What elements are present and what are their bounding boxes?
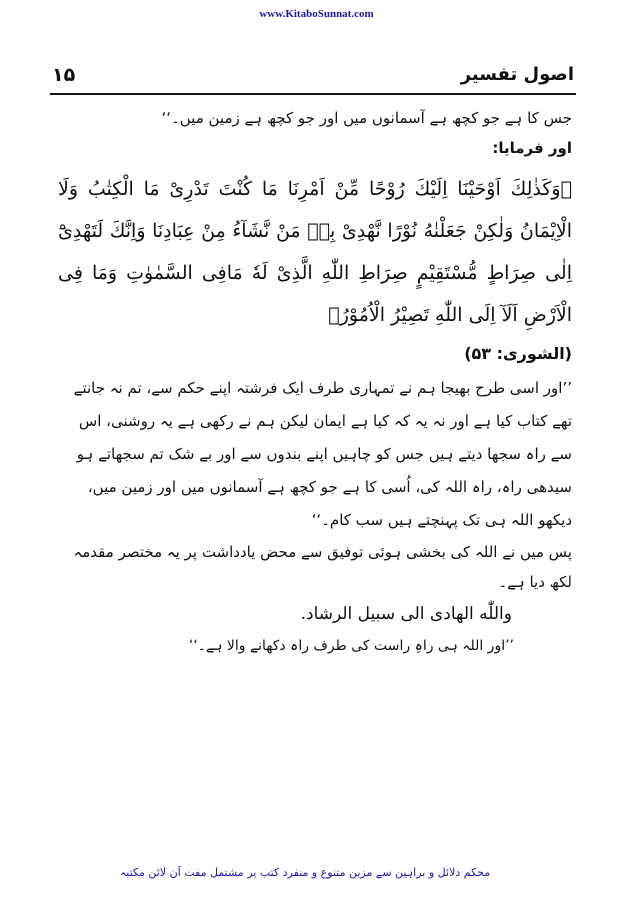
intro-label: اور فرمایا:: [492, 139, 572, 157]
closing-arabic: واللّٰه الهادى الى سبيل الرشاد.: [300, 604, 512, 624]
header-rule: [50, 93, 576, 95]
verse-translation: ’’اور اسی طرح بھیجا ہم نے تمہاری طرف ایک فرشتہ اپنے حکم سے، تم نہ جانتے تھے کتاب کیا ہے اور نہ یہ کہ کیا ہے ایمان لیکن ہم نے رکھی ہے یہ روشنی، اس سے راہ سجھا دیتے ہیں جس کو چاہیں اپنے بندوں سے اور بے شک تم سجھاتے ہو سیدھی راہ، راہ اللہ کی، اُسی کا ہے جو کچھ ہے آسمانوں میں اور زمین میں، دیکھو اللہ ہی تک پہنچتے ہیں سب کام۔‘‘: [73, 379, 572, 529]
site-url[interactable]: www.KitaboSunnat.com: [259, 8, 374, 20]
closing-translation: ’’اور اللہ ہی راہِ راست کی طرف راہ دکھانے والا ہے۔‘‘: [188, 638, 514, 654]
footer-promo[interactable]: محکم دلائل و براہین سے مزین متنوع و منفرد کتب پر مشتمل مفت آن لائن مکتبہ: [119, 866, 491, 879]
page-number: ۱۵: [52, 64, 76, 86]
page-header: [50, 62, 576, 90]
opening-line: جس کا ہے جو کچھ ہے آسمانوں میں اور جو کچھ ہے زمین میں۔‘‘: [161, 109, 572, 127]
conclusion-text: پس میں نے اللہ کی بخشی ہوئی توفیق سے محض یادداشت پر یہ مختصر مقدمہ لکھ دیا ہے۔: [73, 543, 572, 591]
page-body: [58, 104, 572, 661]
quran-verse: ﴿وَكَذٰلِكَ اَوْحَيْنَا اِلَيْكَ رُوْحًا مِّنْ اَمْرِنَا مَا كُنْتَ تَدْرِىْ مَا الْكِتٰبُ وَلَا الْاِيْمَانُ وَلٰكِنْ جَعَلْنٰهُ نُوْرًا نَّهْدِىْ بِهٖ مَنْ نَّشَآءُ مِنْ عِبَادِنَا وَاِنَّكَ لَتَهْدِىْٓ اِلٰى صِرَاطٍ مُّسْتَقِيْمٍ صِرَاطِ اللّٰهِ الَّذِىْ لَهٗ مَافِى السَّمٰوٰتِ وَمَا فِى الْاَرْضِ اَلَآ اِلَى اللّٰهِ تَصِيْرُ الْاُمُوْرُ﴾: [58, 178, 572, 326]
running-title: اصول تفسیر: [460, 64, 574, 85]
verse-reference: (الشوری: ۵۳): [464, 344, 572, 363]
